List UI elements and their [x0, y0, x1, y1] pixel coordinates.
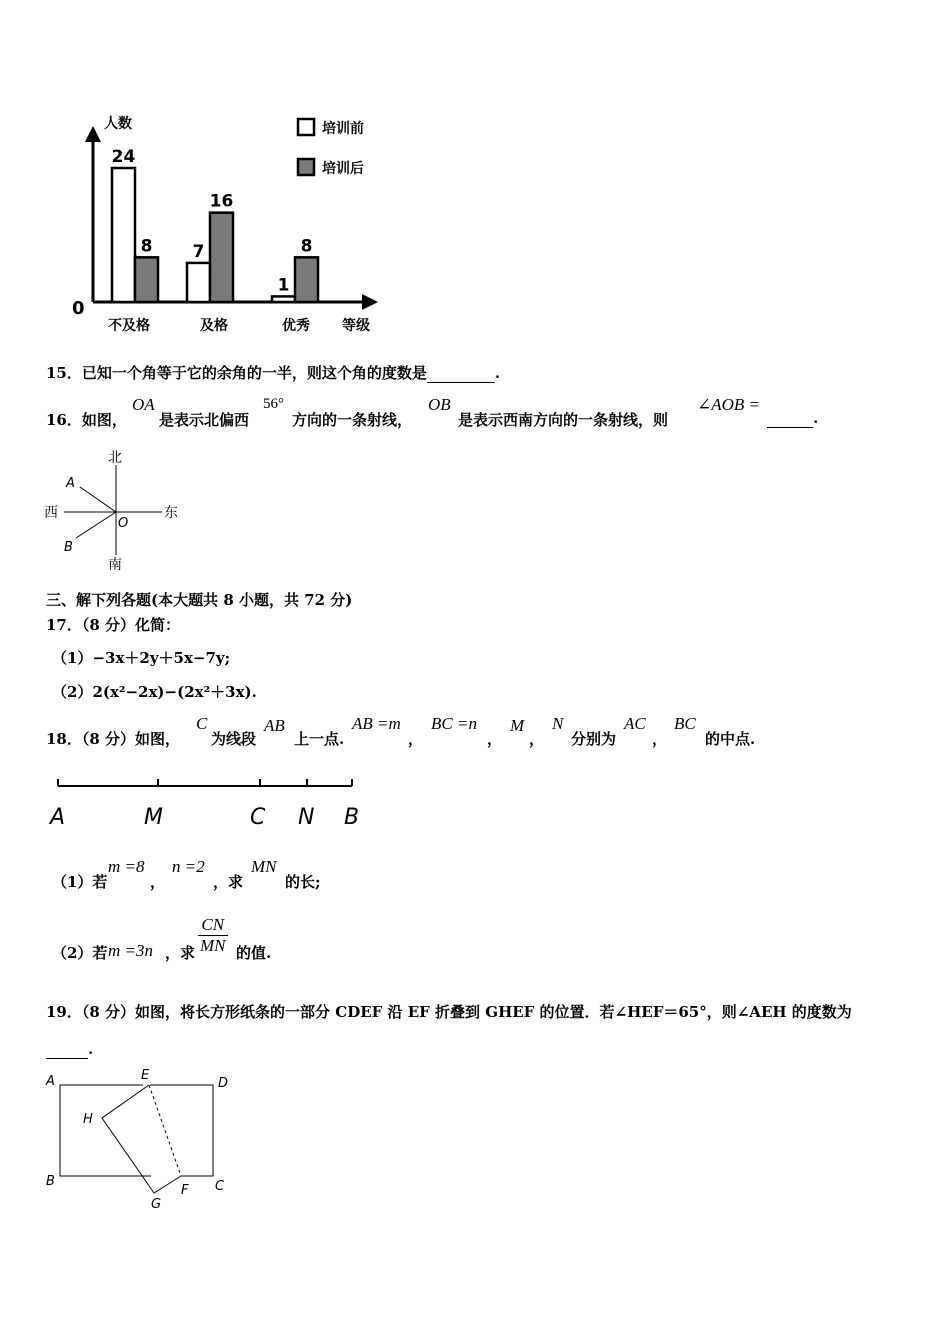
- q18-p1-t: ，求: [213, 873, 244, 891]
- q18-p2-t: ，求: [165, 944, 196, 962]
- q18-c: C: [196, 714, 208, 733]
- point-label-b: B: [344, 805, 360, 830]
- q18-p2-fraction: [198, 915, 228, 956]
- compass-south: 南: [108, 557, 122, 573]
- bar-value-label-before-2: 1: [277, 275, 290, 296]
- q18-ab: AB: [264, 716, 285, 735]
- q17-p1-expr: −3x＋2y＋5x−7y;: [92, 649, 231, 667]
- q16-oa: OA: [132, 395, 155, 414]
- q18-t4: 的中点.: [705, 730, 756, 748]
- q18-comma4: ，: [652, 730, 668, 748]
- point-label-a: A: [50, 805, 66, 830]
- section-3-heading: 三、解下列各题(本大题共 8 小题，共 72 分): [46, 591, 353, 609]
- q18-t3: 分别为: [571, 730, 617, 748]
- bar-before-2: [272, 296, 295, 302]
- q18-eq2: BC =n: [431, 714, 477, 733]
- q18-eq1: AB =m: [352, 714, 401, 733]
- legend-label-before: 培训前: [322, 121, 364, 137]
- compass-east: 东: [164, 505, 178, 521]
- q18-t1: 为线段: [211, 730, 257, 748]
- x-axis-arrow: [362, 294, 378, 310]
- label-c: C: [215, 1179, 225, 1194]
- y-axis-arrow: [85, 126, 101, 142]
- label-g: G: [151, 1197, 162, 1212]
- legend-swatch-after: [298, 159, 314, 175]
- legend: [298, 119, 364, 177]
- q17-p1-label: （1）: [52, 649, 93, 667]
- category-label-1: 及格: [200, 318, 228, 334]
- q18-lead: 18．（8 分）如图，: [46, 730, 181, 748]
- label-b: B: [46, 1174, 55, 1189]
- bar-after-2: [295, 257, 318, 302]
- bar-after-0: [135, 257, 158, 302]
- q17-part-2: [52, 681, 257, 702]
- q15-text: 15．已知一个角等于它的余角的一半，则这个角的度数是: [46, 364, 427, 382]
- q18-comma1: ，: [408, 730, 424, 748]
- q18-m: M: [510, 716, 525, 735]
- q18-p2-denominator: MN: [200, 936, 226, 955]
- point-label-n: N: [298, 805, 315, 830]
- q18-p2-numerator: CN: [198, 915, 228, 936]
- q16-mid1: 是表示北偏西: [159, 411, 250, 429]
- q18-p1-m: m =8: [108, 857, 145, 876]
- q18-p2-label: （2）若: [52, 944, 108, 962]
- compass-north: 北: [108, 450, 122, 466]
- q18-p1-comma: ，: [150, 873, 166, 891]
- compass-label-o: O: [118, 516, 129, 531]
- origin-label: 0: [72, 298, 85, 319]
- q16-angle: ∠AOB =: [697, 395, 761, 414]
- label-d: D: [218, 1076, 229, 1091]
- bar-value-label-after-1: 16: [209, 191, 234, 212]
- ray-ob: [76, 512, 116, 538]
- bar-after-1: [210, 213, 233, 302]
- q16-answer-blank[interactable]: [767, 409, 813, 428]
- question-19: 19．（8 分）如图，将长方形纸条的一部分 CDEF 沿 EF 折叠到 GHEF 的位置．若∠HEF＝65°，则∠AEH 的度数为: [46, 1003, 852, 1021]
- q17-p2-expr: 2(x²−2x)−(2x²＋3x).: [92, 683, 257, 701]
- x-axis-label: 等级: [342, 318, 370, 334]
- label-e: E: [141, 1068, 150, 1083]
- folding-diagram: [40, 1065, 240, 1215]
- q18-p1-mn: MN: [251, 857, 277, 876]
- category-label-2: 优秀: [282, 318, 310, 334]
- q18-p1-label: （1）若: [52, 873, 108, 891]
- label-f: F: [181, 1183, 189, 1198]
- q19-end: .: [88, 1040, 94, 1058]
- q18-p1-n: n =2: [172, 857, 205, 876]
- question-16: [46, 409, 127, 430]
- q16-degree: 56°: [263, 396, 284, 412]
- q18-comma2: ，: [487, 730, 503, 748]
- q18-p1-end: 的长;: [285, 873, 321, 891]
- q18-ac: AC: [624, 714, 646, 733]
- bar-before-1: [187, 263, 210, 302]
- q18-p2-end: 的值.: [236, 944, 272, 962]
- segment-diagram: [46, 770, 376, 832]
- folded-part-ehgf: [102, 1085, 181, 1193]
- ray-oa: [80, 487, 116, 512]
- compass-diagram: [40, 445, 190, 575]
- q16-end: .: [813, 409, 819, 427]
- rectangle-left-part: [60, 1085, 151, 1176]
- q16-ob: OB: [428, 395, 451, 414]
- point-label-m: M: [144, 805, 163, 830]
- fold-line-ef: [149, 1085, 181, 1176]
- bar-value-label-after-2: 8: [300, 236, 313, 257]
- q16-blank-line: [767, 409, 818, 428]
- bar-before-0: [112, 168, 135, 302]
- label-a: A: [46, 1074, 55, 1089]
- bar-chart: [60, 108, 400, 340]
- q18-n: N: [552, 714, 564, 733]
- bar-value-label-before-0: 24: [111, 147, 136, 167]
- compass-label-b: B: [64, 540, 73, 555]
- bar-value-label-after-0: 8: [140, 236, 153, 257]
- question-17-title: 17．（8 分）化简：: [46, 616, 181, 634]
- q17-part-1: [52, 647, 230, 668]
- bar-value-label-before-1: 7: [192, 241, 205, 262]
- q18-t2: 上一点.: [294, 730, 345, 748]
- q19-answer-blank[interactable]: [46, 1040, 88, 1059]
- q17-p2-label: （2）: [52, 683, 93, 701]
- q15-end: .: [494, 364, 501, 382]
- rectangle-outline: [150, 1085, 213, 1176]
- legend-swatch-before: [298, 119, 314, 135]
- category-label-0: 不及格: [108, 318, 150, 334]
- y-axis-label: 人数: [104, 116, 132, 132]
- compass-label-a: A: [66, 476, 75, 491]
- q16-lead: 16．如图，: [46, 411, 127, 429]
- q16-mid2: 方向的一条射线，: [292, 411, 413, 429]
- legend-label-after: 培训后: [322, 161, 364, 177]
- q18-p2-eq: m =3n: [108, 941, 153, 960]
- compass-west: 西: [44, 505, 58, 521]
- question-15: [46, 362, 500, 383]
- q16-mid3: 是表示西南方向的一条射线，则: [458, 411, 669, 429]
- q18-bc: BC: [674, 714, 696, 733]
- point-label-c: C: [250, 805, 266, 830]
- q15-answer-blank[interactable]: [427, 364, 495, 383]
- label-h: H: [83, 1112, 93, 1127]
- q19-blank-line: [46, 1040, 93, 1059]
- q18-comma3: ，: [529, 730, 545, 748]
